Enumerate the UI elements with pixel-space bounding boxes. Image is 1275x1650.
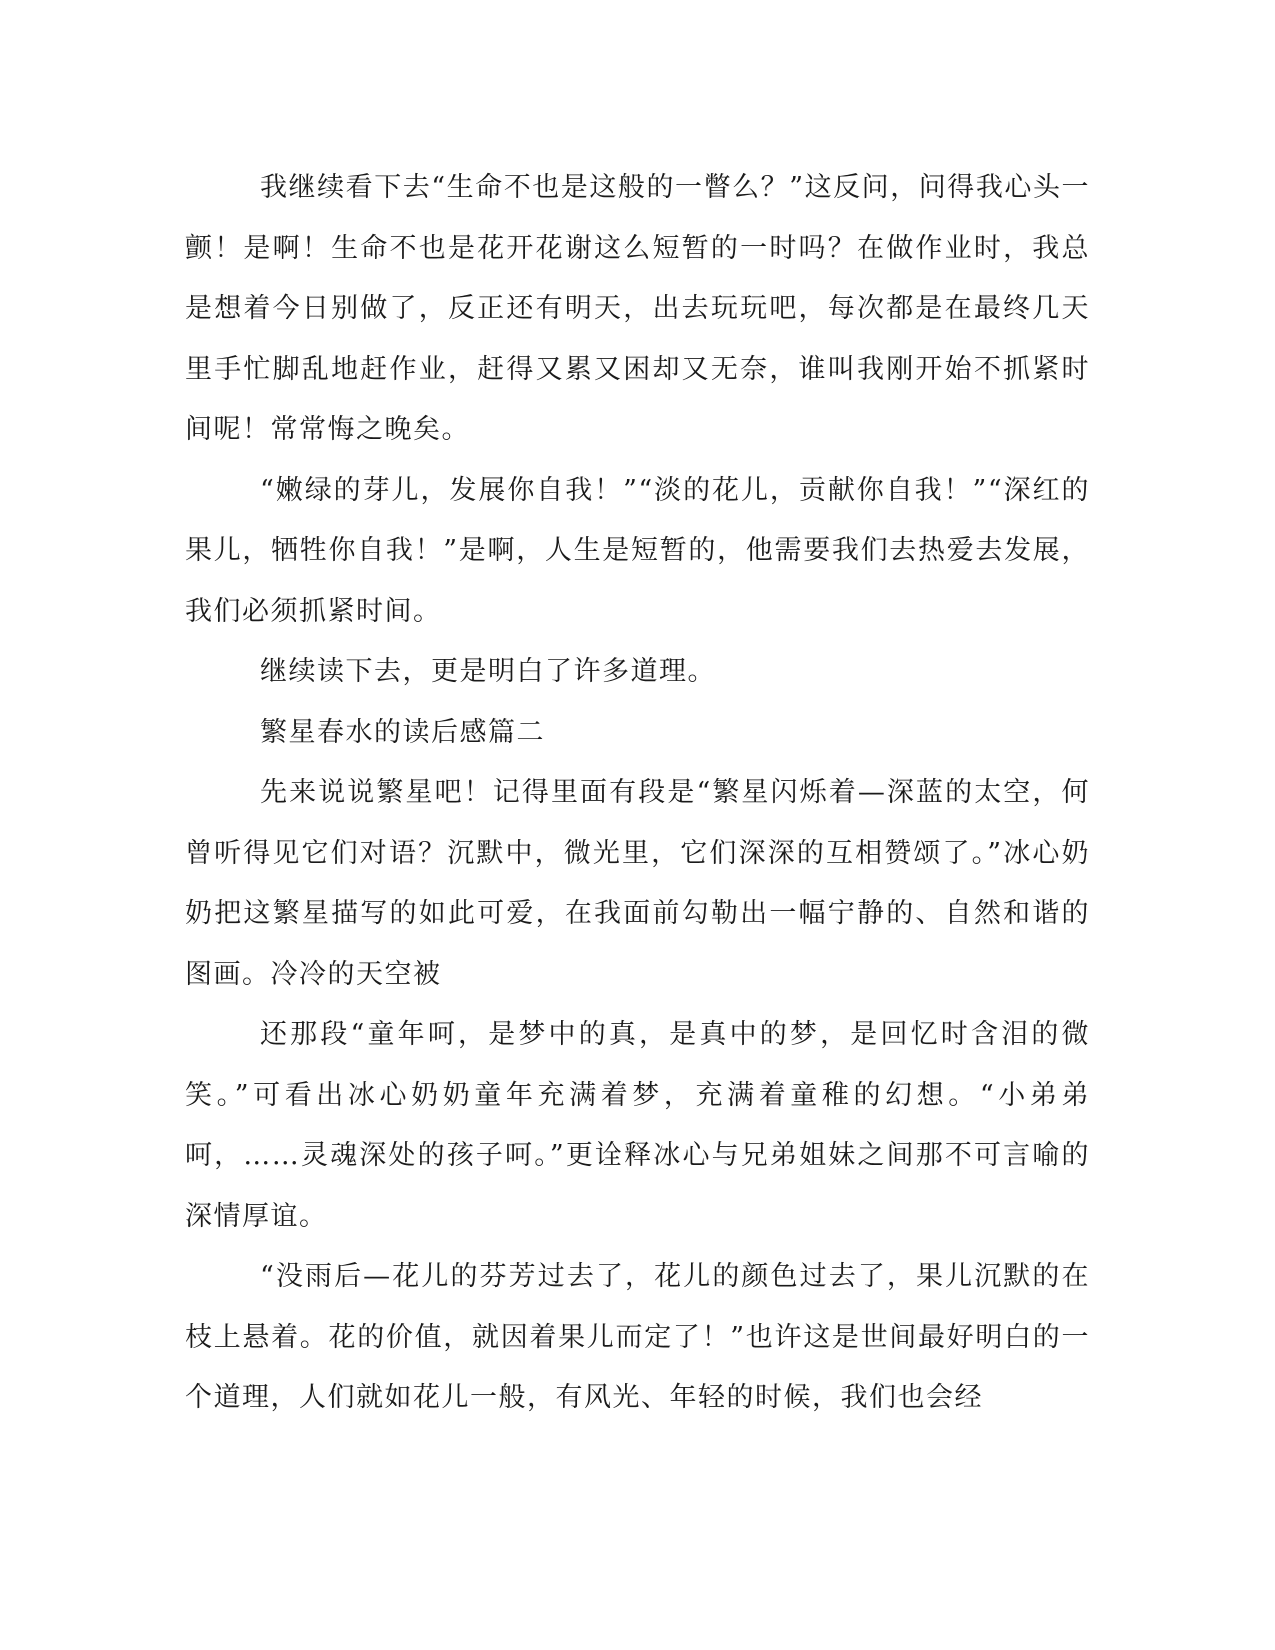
paragraph-3: 继续读下去，更是明白了许多道理。 <box>260 656 716 687</box>
paragraph-1: 我继续看下去“生命不也是这般的一瞥么？”这反问，问得我心头一颤！是啊！生命不也是花开花谢这么短暂的一时吗？在做作业时，我总是想着今日别做了，反正还有明天，出去玩玩吧，每次都是在最终几天里手忙脚乱地赶作业，赶得又累又困却又无奈，谁叫我刚开始不抓紧时间呢！常常悔之晚矣。 <box>185 172 1090 445</box>
section-heading: 繁星春水的读后感篇二 <box>260 716 545 748</box>
paragraph-4: 先来说说繁星吧！记得里面有段是“繁星闪烁着—深蓝的太空，何曾听得见它们对语？沉默中，微光里，它们深深的互相赞颂了。”冰心奶奶把这繁星描写的如此可爱，在我面前勾勒出一幅宁静的、自然和谐的图画。冷冷的天空被 <box>185 777 1090 990</box>
paragraph-5: 还那段“童年呵，是梦中的真，是真中的梦，是回忆时含泪的微笑。”可看出冰心奶奶童年充满着梦，充满着童稚的幻想。“小弟弟呵，……灵魂深处的孩子呵。”更诠释冰心与兄弟姐妹之间那不可言喻的深情厚谊。 <box>185 1019 1090 1232</box>
paragraph-2: “嫩绿的芽儿，发展你自我！”“淡的花儿，贡献你自我！”“深红的果儿，牺牲你自我！”是啊，人生是短暂的，他需要我们去热爱去发展，我们必须抓紧时间。 <box>185 474 1090 627</box>
document-body <box>185 158 1090 1429</box>
paragraph-6: “没雨后—花儿的芬芳过去了，花儿的颜色过去了，果儿沉默的在枝上悬着。花的价值，就因着果儿而定了！”也许这是世间最好明白的一个道理，人们就如花儿一般，有风光、年轻的时候，我们也会经 <box>185 1261 1090 1413</box>
